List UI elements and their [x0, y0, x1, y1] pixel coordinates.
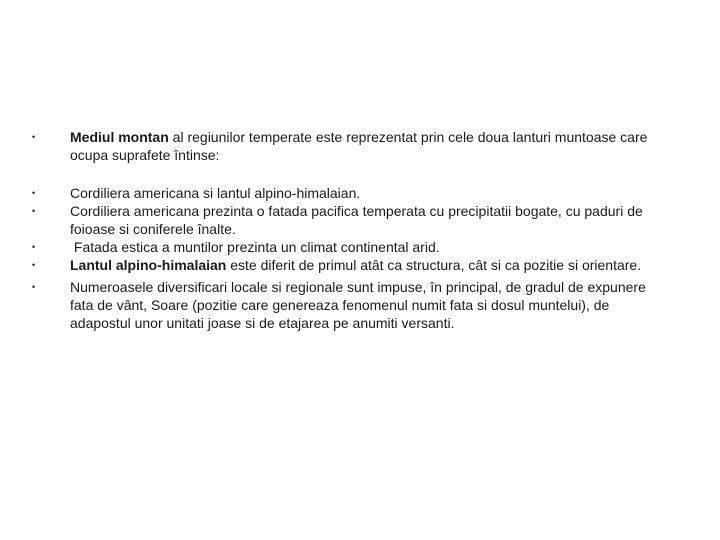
- bullet-dot-icon: •: [32, 260, 36, 270]
- body-text: al regiunilor temperate este reprezentat prin cele doua lanturi muntoase care ocupa suprafete întinse:: [70, 129, 648, 163]
- bullet-item: [32, 202, 672, 238]
- bullet-dot-icon: •: [32, 282, 36, 292]
- body-text: Cordiliera americana prezinta o fatada pacifica temperata cu precipitatii bogate, cu paduri de foioase si coniferele înalte.: [70, 203, 643, 237]
- bullet-dot-icon: •: [32, 206, 36, 216]
- bullet-list: [32, 128, 672, 332]
- bullet-dot-icon: •: [32, 188, 36, 198]
- body-text: Fatada estica a muntilor prezinta un climat continental arid.: [70, 239, 440, 255]
- body-text: Cordiliera americana si lantul alpino-himalaian.: [70, 185, 361, 201]
- body-text: Numeroasele diversificari locale si regionale sunt impuse, în principal, de gradul de expunere fata de vânt, Soare (pozitie care genereaza fenomenul numit fata si dosul muntelui), de adapostul unor unitati joase si de etajarea pe anumiti versanti.: [70, 279, 646, 331]
- bullet-dot-icon: •: [32, 242, 36, 252]
- bullet-item: [32, 184, 672, 202]
- bold-lead-text: Mediul montan: [70, 129, 169, 145]
- bullet-item: [32, 256, 672, 274]
- body-text: este diferit de primul atât ca structura, cât si ca pozitie si orientare.: [226, 257, 642, 273]
- bullet-dot-icon: •: [32, 132, 36, 142]
- bullet-item: [32, 238, 672, 256]
- bullet-item: [32, 278, 672, 332]
- bold-lead-text: Lantul alpino-himalaian: [70, 257, 227, 273]
- bullet-item: [32, 128, 672, 164]
